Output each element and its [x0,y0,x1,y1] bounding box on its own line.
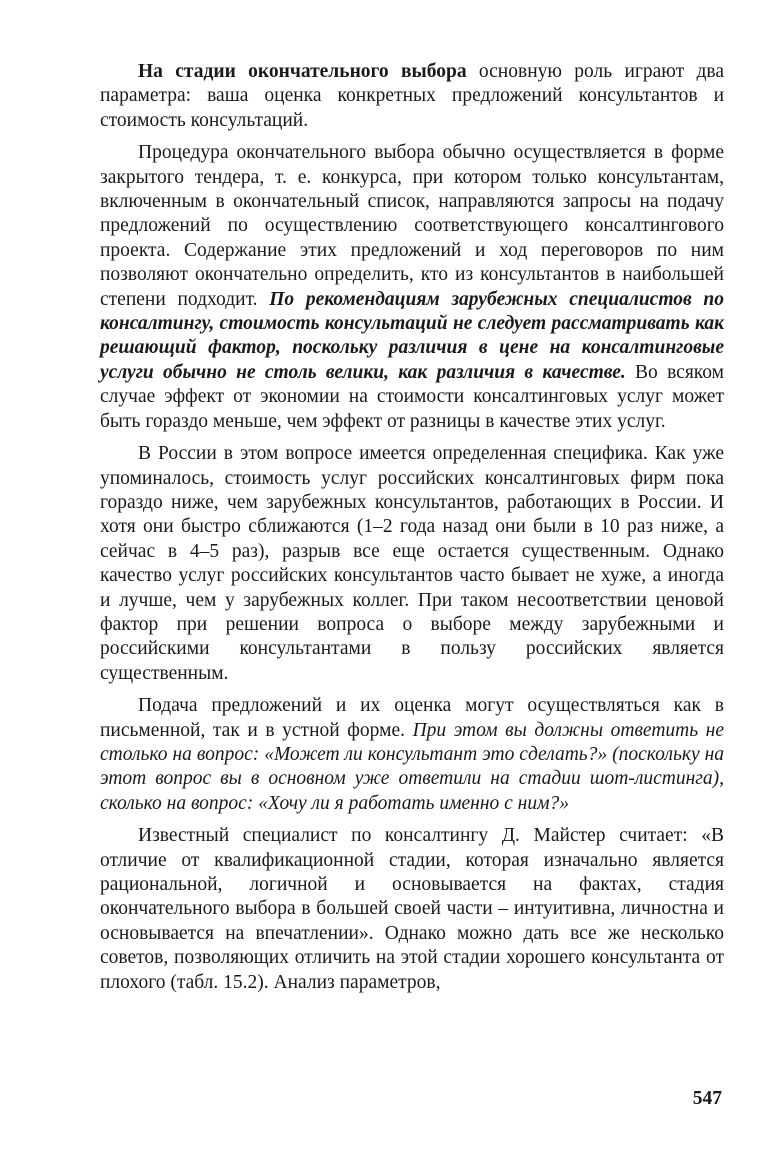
paragraph-procedure [100,141,724,434]
paragraph-text: Процедура окончательного выбора обычно осуществляется в форме закрытого тендера, т. е. конкурса, при котором только консультантам, включенным в окончательный список, направляются запросы на подачу предложений по осуществлению соответствующего консалтингового проекта. Содержание этих предложений и ход переговоров по ним позволяют окончательно определить, кто из консультантов в наибольшей степени подходит. [100,142,724,310]
paragraph-maister [100,824,724,995]
page-number: 547 [692,1088,722,1109]
italic-question: При этом вы должны ответить не столько на вопрос: «Может ли консультант это сделать?» (поскольку на этот вопрос вы в основном уже ответили на стадии шот-листинга), сколько на вопрос: «Хочу ли я работать именно с ним?» [100,719,725,814]
paragraph-text: основную роль играют два параметра: ваша оценка конкретных предложений консультантов и стоимость консультаций. [100,61,724,131]
paragraph-text: Подача предложений и их оценка могут осуществляться как в письменной, так и в устной форме. [100,695,724,741]
bold-lead-phrase: На стадии окончательного выбора [138,61,467,82]
paragraph-text: В России в этом вопросе имеется определенная специфика. Как уже упоминалось, стоимость услуг российских консалтинговых фирм пока гораздо ниже, чем зарубежных консультантов, работающих в России. И хотя они быстро сближаются (1–2 года назад они были в 10 раз ниже, а сейчас в 4–5 раз), разрыв все еще остается существенным. Однако качество услуг российских консультантов часто бывает не хуже, а иногда и лучше, чем у зарубежных коллег. При таком несоответствии ценовой фактор при решении вопроса о выборе между зарубежными и российскими консультантами в пользу российских является существенным. [100,443,724,684]
paragraph-final-selection [100,60,724,133]
paragraph-text: Известный специалист по консалтингу Д. Майстер считает: «В отличие от квалификационной стадии, которая изначально является рациональной, логичной и основывается на фактах, стадия окончательного выбора в большей своей части – интуитивна, личностна и основывается на впечатлении». Однако можно дать все же несколько советов, позволяющих отличить на этой стадии хорошего консультанта от плохого (табл. 15.2). Анализ параметров, [100,825,724,993]
bold-italic-recommendation: По рекомендациям зарубежных специалистов по консалтингу, стоимость консультаций не следует рассматривать как решающий фактор, поскольку различия в цене на консалтинговые услуги обычно не столь велики, как различия в качестве. [100,288,724,383]
paragraph-proposals [100,694,724,816]
paragraph-text: Во всяком случае эффект от экономии на стоимости консалтинговых услуг может быть гораздо меньше, чем эффект от разницы в качестве этих услуг. [100,361,724,432]
paragraph-russia [100,442,724,686]
